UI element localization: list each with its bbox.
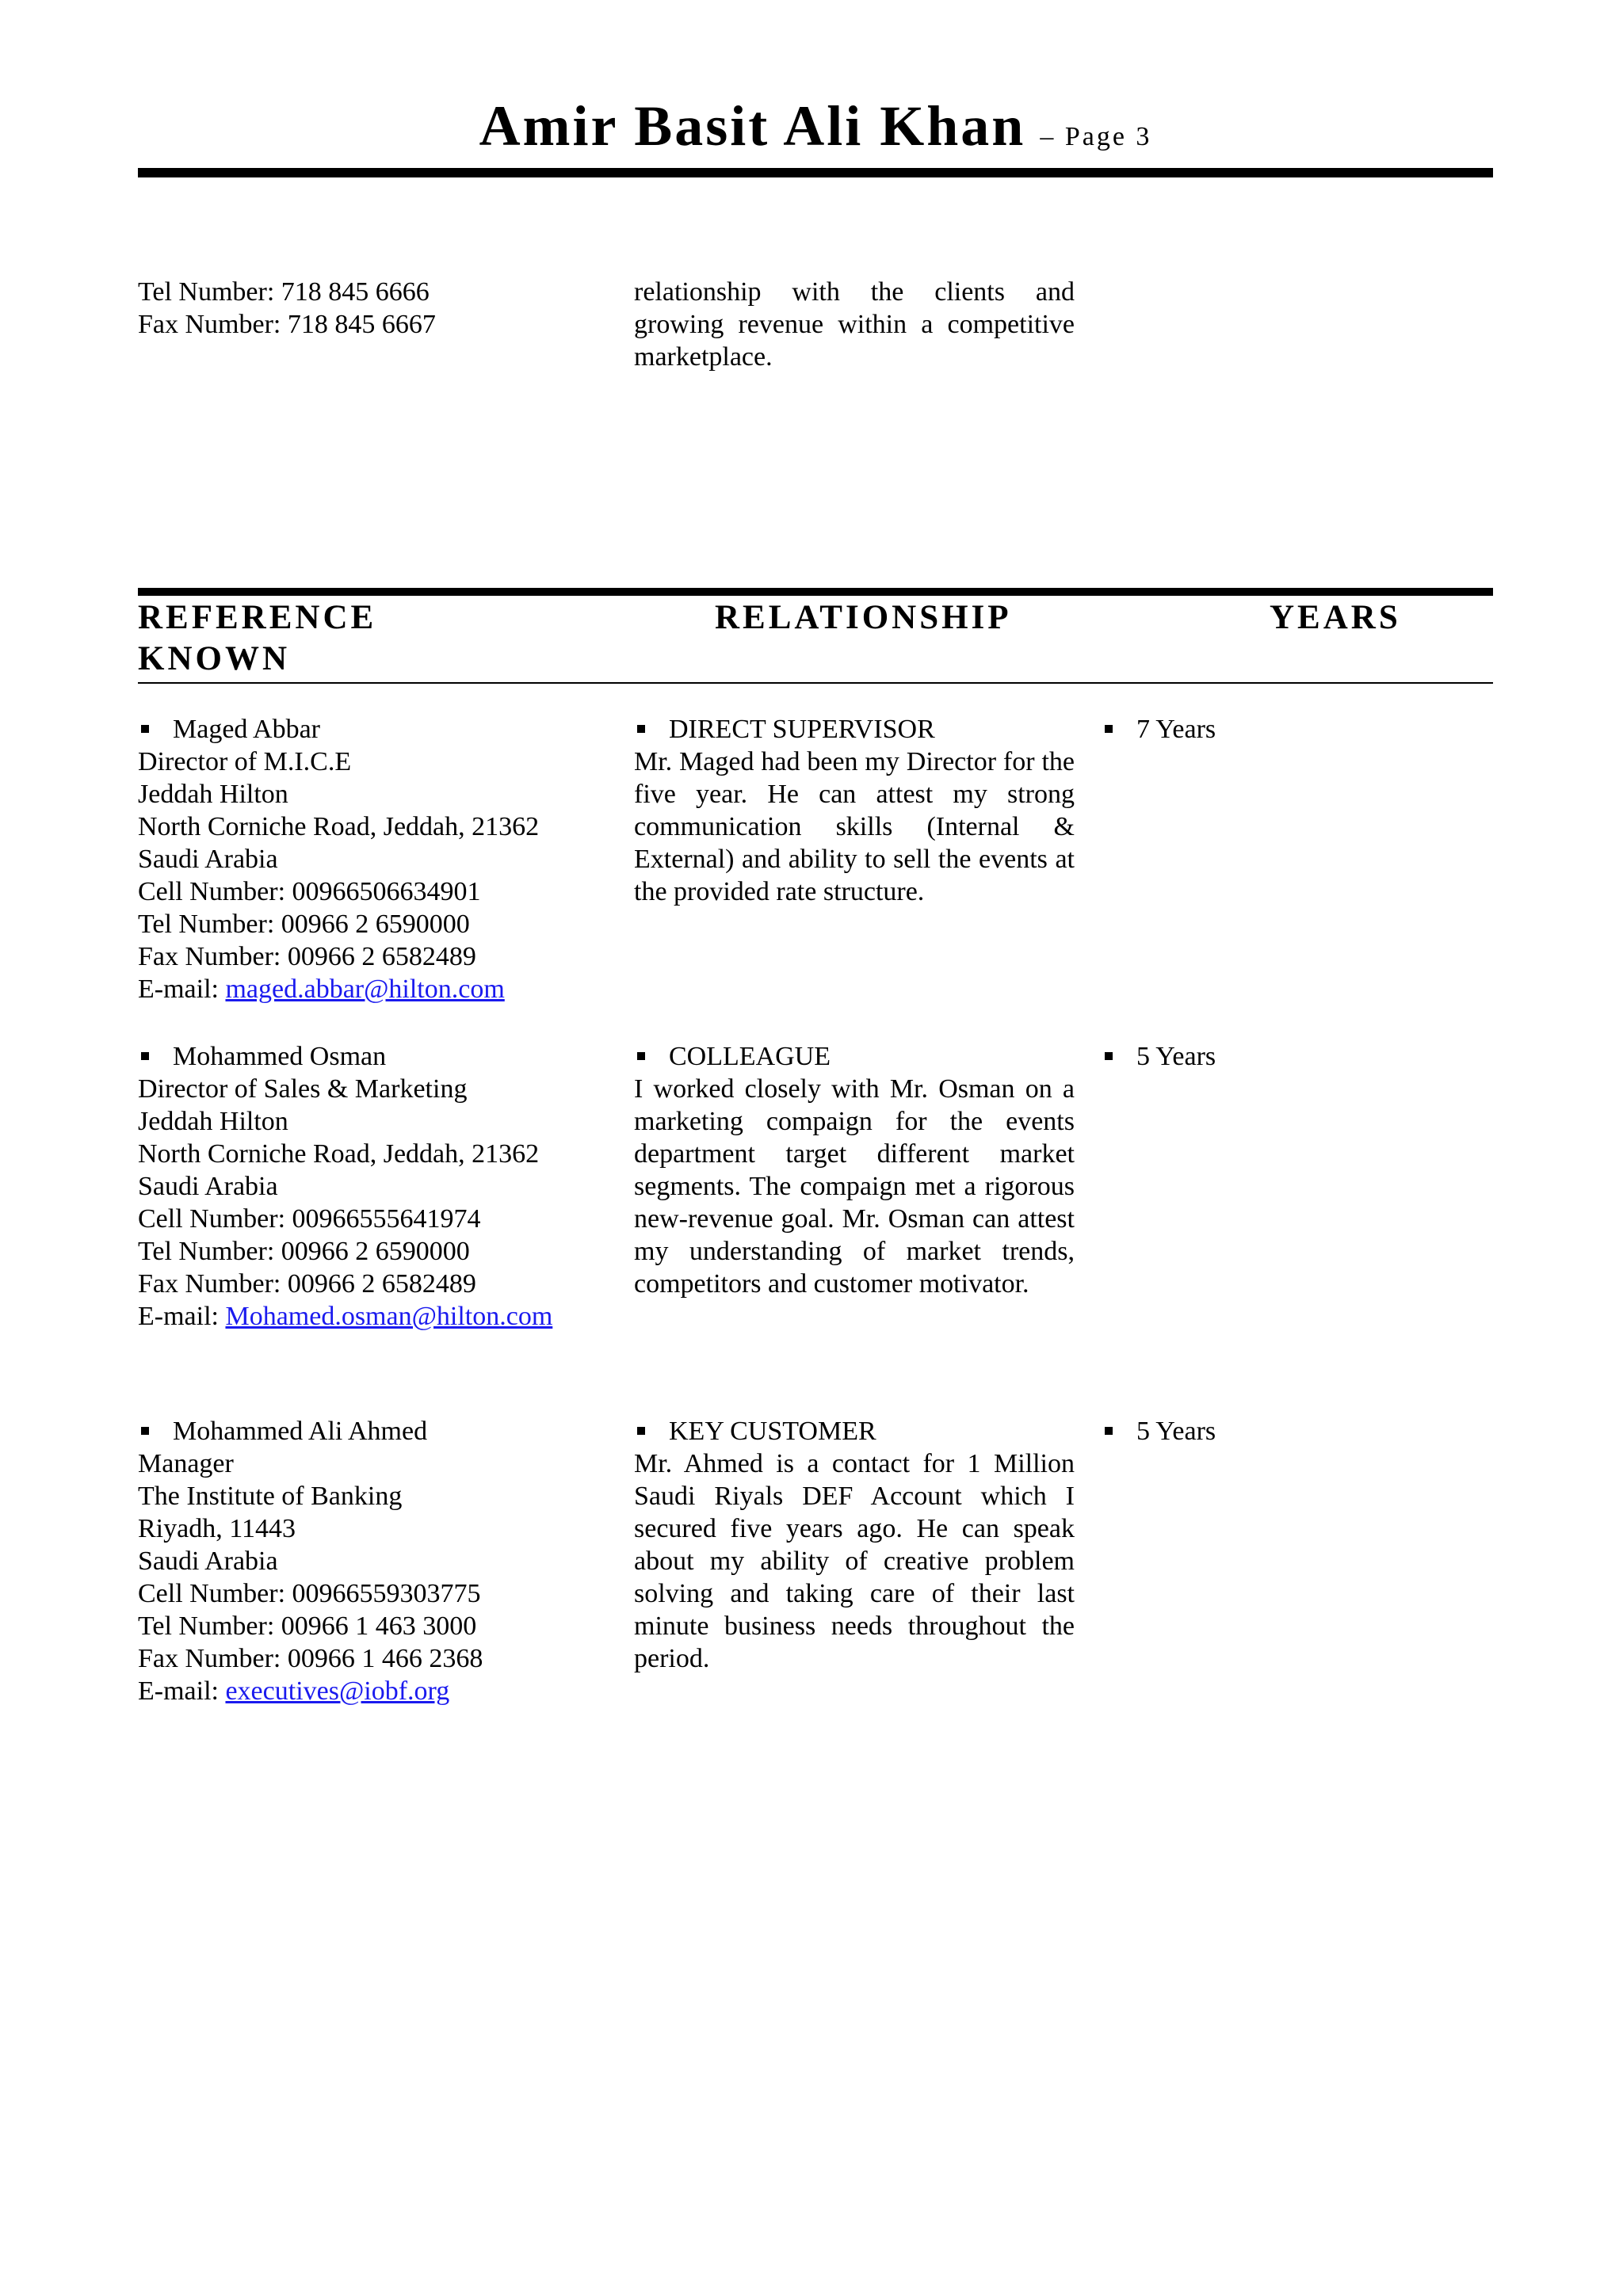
years-line bbox=[1102, 713, 1339, 746]
email-label: E-mail: bbox=[138, 1302, 226, 1331]
reference-title: Director of Sales & Marketing bbox=[138, 1074, 468, 1104]
reference-email-row bbox=[138, 973, 613, 1005]
email-link[interactable]: maged.abbar@hilton.com bbox=[225, 974, 505, 1004]
years-line bbox=[1102, 1415, 1339, 1447]
section-rule bbox=[138, 588, 1493, 596]
reference-email-row bbox=[138, 1675, 613, 1707]
reference-address: Riyadh, 11443 bbox=[138, 1514, 296, 1543]
table-header-rule bbox=[138, 682, 1493, 684]
relationship-description: Mr. Maged had been my Director for the five year. He can attest my strong communication skills (Internal & External) and ability to sell the events at the provided rate structure. bbox=[634, 747, 1075, 906]
years-text: 7 Years bbox=[1136, 715, 1216, 744]
continued-fax: Fax Number: 718 845 6667 bbox=[138, 310, 436, 339]
relationship-type-text: KEY CUSTOMER bbox=[669, 1417, 876, 1446]
reference-organization: Jeddah Hilton bbox=[138, 1107, 288, 1136]
bullet-icon bbox=[1105, 725, 1113, 733]
continued-contact bbox=[138, 276, 582, 341]
bullet-icon bbox=[141, 1052, 149, 1060]
reference-name-text: Mohammed Osman bbox=[173, 1042, 387, 1071]
relationship-description: Mr. Ahmed is a contact for 1 Million Saudi Riyals DEF Account which I secured five years ago. He can speak about my ability of creative problem solving and taking care of their last minute business needs throughout the period. bbox=[634, 1449, 1075, 1673]
page-header bbox=[138, 93, 1493, 159]
header-relationship: RELATIONSHIP bbox=[715, 599, 1012, 636]
relationship-entry bbox=[634, 1415, 1075, 1675]
reference-cell: Cell Number: 00966506634901 bbox=[138, 877, 481, 906]
relationship-entry bbox=[634, 1040, 1075, 1300]
reference-email-row bbox=[138, 1300, 613, 1333]
bullet-icon bbox=[637, 1052, 645, 1060]
reference-name bbox=[138, 1415, 613, 1447]
reference-name bbox=[138, 713, 613, 746]
page-number-label: – Page 3 bbox=[1040, 122, 1152, 151]
header-reference-line2: KNOWN bbox=[138, 640, 290, 677]
reference-fax: Fax Number: 00966 1 466 2368 bbox=[138, 1644, 483, 1673]
relationship-type bbox=[634, 1040, 1075, 1073]
reference-fax: Fax Number: 00966 2 6582489 bbox=[138, 1269, 476, 1299]
reference-name-text: Mohammed Ali Ahmed bbox=[173, 1417, 428, 1446]
years-line bbox=[1102, 1040, 1339, 1073]
reference-entry bbox=[138, 1415, 613, 1707]
email-label: E-mail: bbox=[138, 974, 226, 1004]
header-reference bbox=[138, 597, 376, 680]
reference-country: Saudi Arabia bbox=[138, 1172, 278, 1201]
reference-name-text: Maged Abbar bbox=[173, 715, 321, 744]
continued-tel: Tel Number: 718 845 6666 bbox=[138, 277, 430, 307]
bullet-icon bbox=[1105, 1427, 1113, 1435]
bullet-icon bbox=[1105, 1052, 1113, 1060]
bullet-icon bbox=[141, 725, 149, 733]
reference-entry bbox=[138, 713, 613, 1005]
continued-description: relationship with the clients and growing revenue within a competitive marketplace. bbox=[634, 277, 1075, 372]
reference-country: Saudi Arabia bbox=[138, 845, 278, 874]
relationship-description: I worked closely with Mr. Osman on a marketing compaign for the events department target different market segments. The compaign met a rigorous new-revenue goal. Mr. Osman can attest my understanding of market trends, competitors and customer motivator. bbox=[634, 1074, 1075, 1299]
years-entry bbox=[1102, 713, 1339, 746]
email-link[interactable]: executives@iobf.org bbox=[225, 1676, 450, 1706]
years-entry bbox=[1102, 1415, 1339, 1447]
reference-title: Manager bbox=[138, 1449, 234, 1478]
header-reference-line1: REFERENCE bbox=[138, 599, 377, 636]
reference-address: North Corniche Road, Jeddah, 21362 bbox=[138, 812, 540, 841]
relationship-type-text: DIRECT SUPERVISOR bbox=[669, 715, 935, 744]
reference-tel: Tel Number: 00966 2 6590000 bbox=[138, 1237, 470, 1266]
relationship-entry bbox=[634, 713, 1075, 908]
email-label: E-mail: bbox=[138, 1676, 226, 1706]
reference-organization: Jeddah Hilton bbox=[138, 780, 288, 809]
bullet-icon bbox=[141, 1427, 149, 1435]
bullet-icon bbox=[637, 1427, 645, 1435]
reference-country: Saudi Arabia bbox=[138, 1547, 278, 1576]
header-rule bbox=[138, 168, 1493, 177]
years-text: 5 Years bbox=[1136, 1042, 1216, 1071]
reference-entry bbox=[138, 1040, 613, 1333]
reference-address: North Corniche Road, Jeddah, 21362 bbox=[138, 1139, 540, 1169]
reference-tel: Tel Number: 00966 2 6590000 bbox=[138, 910, 470, 939]
bullet-icon bbox=[637, 725, 645, 733]
reference-tel: Tel Number: 00966 1 463 3000 bbox=[138, 1611, 477, 1641]
candidate-name: Amir Basit Ali Khan bbox=[479, 94, 1026, 158]
years-entry bbox=[1102, 1040, 1339, 1073]
years-text: 5 Years bbox=[1136, 1417, 1216, 1446]
reference-fax: Fax Number: 00966 2 6582489 bbox=[138, 942, 476, 971]
reference-cell: Cell Number: 00966559303775 bbox=[138, 1579, 481, 1608]
relationship-type bbox=[634, 713, 1075, 746]
reference-name bbox=[138, 1040, 613, 1073]
reference-organization: The Institute of Banking bbox=[138, 1482, 403, 1511]
reference-title: Director of M.I.C.E bbox=[138, 747, 352, 776]
reference-cell: Cell Number: 00966555641974 bbox=[138, 1204, 481, 1234]
header-years: YEARS bbox=[1270, 599, 1401, 636]
relationship-type bbox=[634, 1415, 1075, 1447]
email-link[interactable]: Mohamed.osman@hilton.com bbox=[225, 1302, 553, 1331]
relationship-type-text: COLLEAGUE bbox=[669, 1042, 831, 1071]
